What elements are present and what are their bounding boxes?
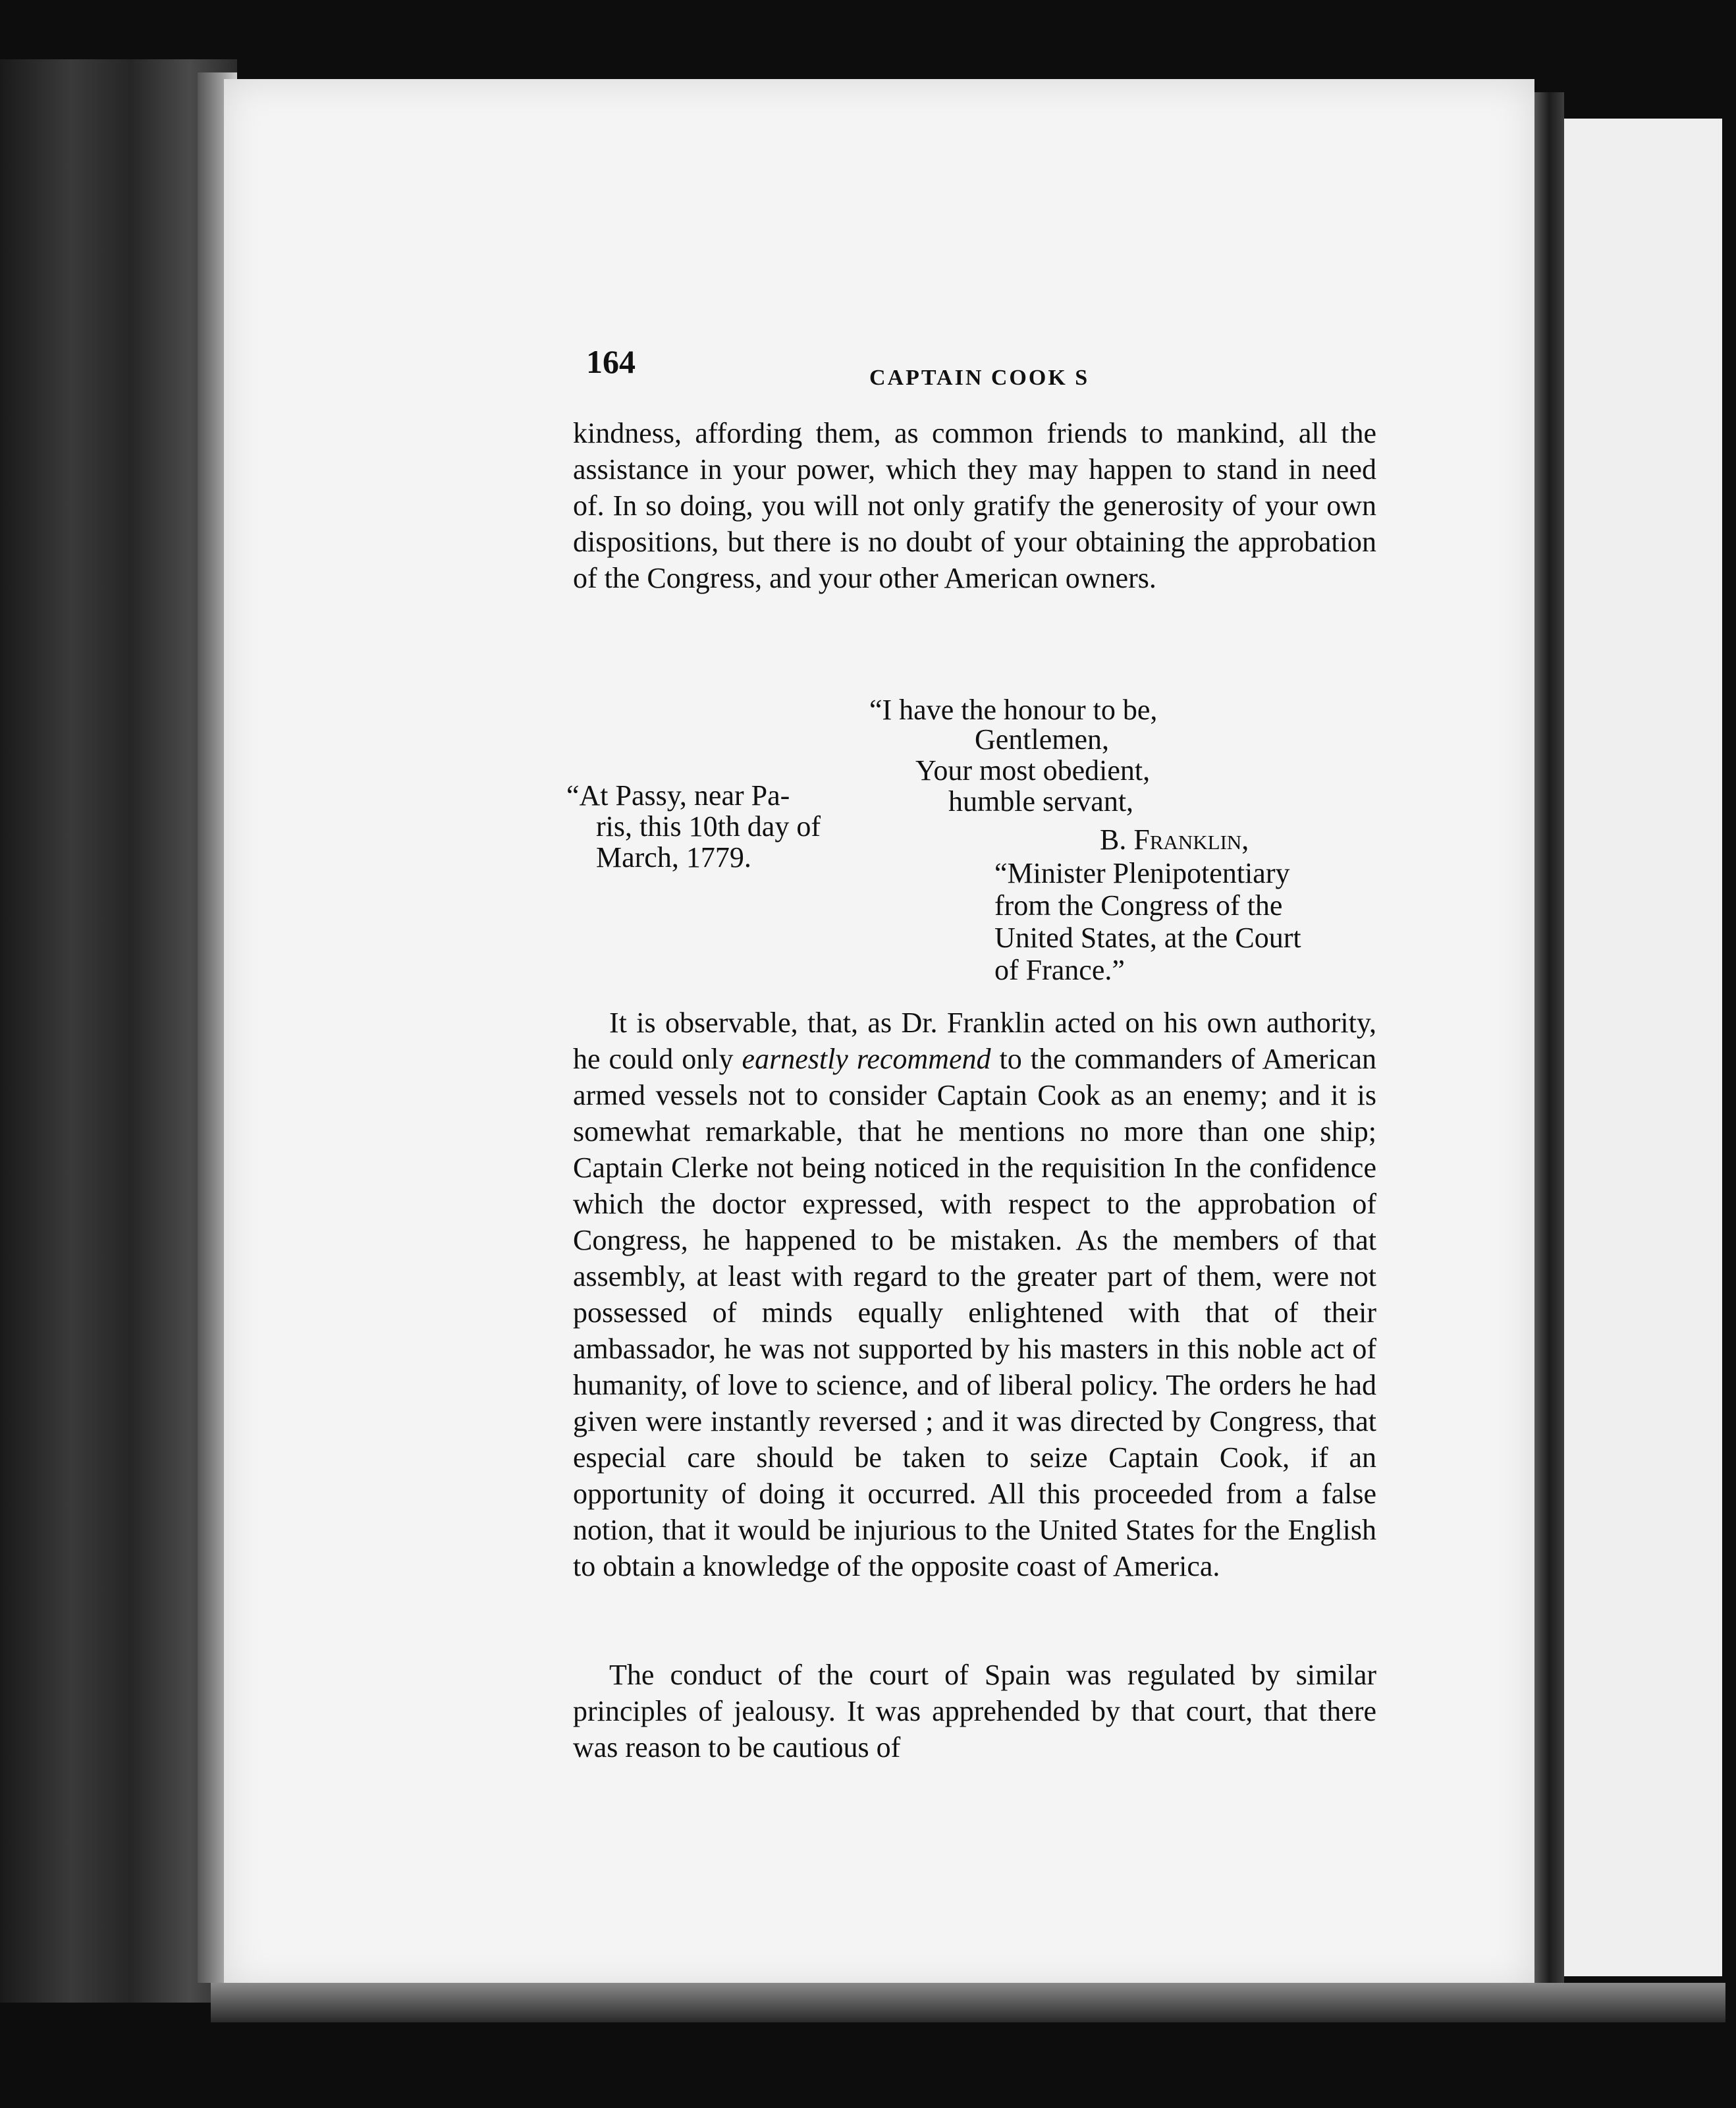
paragraph-letter-end: kindness, affording them, as common friends to mankind, all the assistance in your power, which they may happen to stand in need of. In so doing, you will not only gratify the generosity of your own dispositions, but there is no doubt of your obtaining the approbation of the Congress, and your other American owners.: [573, 417, 1376, 594]
place-date-line-2: ris, this 10th day of: [596, 810, 821, 843]
closing-servant-line: humble servant,: [948, 785, 1134, 818]
page-number: 164: [586, 343, 636, 380]
para-2-italic-phrase: earnestly recommend: [742, 1043, 991, 1075]
paragraph-franklin-commentary: [573, 1005, 1376, 1584]
para-2-text-a: It is observable, that, as Dr. Franklin acted on his own authority, he could only: [573, 1007, 1376, 1075]
para-2-text-b: to the commanders of American armed vessels not to consider Captain Cook as an enemy; and it is somewhat remarkable, that he mentions no more than one ship; Captain Clerke not being noticed in the requisition In the confidence which the doctor expressed, with respect to the approbation of Congress, he happened to be mistaken. As the members of that assembly, at least with regard to the greater part of them, were not possessed of minds equally enlightened with that of their ambassador, he was not supported by his masters in this noble act of humanity, of love to science, and of liberal policy. The orders he had given were instantly reversed ; and it was directed by Congress, that especial care should be taken to seize Captain Cook, if an opportunity of doing it occurred. All this proceeded from a false notion, that it would be injurious to the United States for the English to obtain a knowledge of the opposite coast of America.: [573, 1043, 1376, 1582]
paragraph-spain: The conduct of the court of Spain was regulated by similar principles of jealousy. It was apprehended by that court, that there was reason to be cautious of: [573, 1659, 1376, 1763]
signature-franklin: B. Franklin,: [1100, 823, 1249, 856]
page-bottom-edge: [211, 1983, 1725, 2022]
signatory-title-line-4: of France.”: [994, 954, 1125, 986]
place-date-line-3: March, 1779.: [596, 841, 751, 874]
signatory-title-line-1: “Minister Plenipotentiary: [994, 857, 1290, 889]
place-date-line-1: “At Passy, near Pa-: [566, 779, 790, 812]
running-head: CAPTAIN COOK S: [869, 366, 1090, 390]
next-page-sliver: [1564, 119, 1722, 1976]
closing-obedient-line: Your most obedient,: [915, 754, 1151, 787]
signatory-title-line-2: from the Congress of the: [994, 889, 1283, 922]
closing-salutation: Gentlemen,: [975, 723, 1110, 756]
page-gutter: [1534, 92, 1564, 1989]
signatory-title-line-3: United States, at the Court: [994, 922, 1301, 954]
closing-honour-line: “I have the honour to be,: [869, 694, 1158, 726]
